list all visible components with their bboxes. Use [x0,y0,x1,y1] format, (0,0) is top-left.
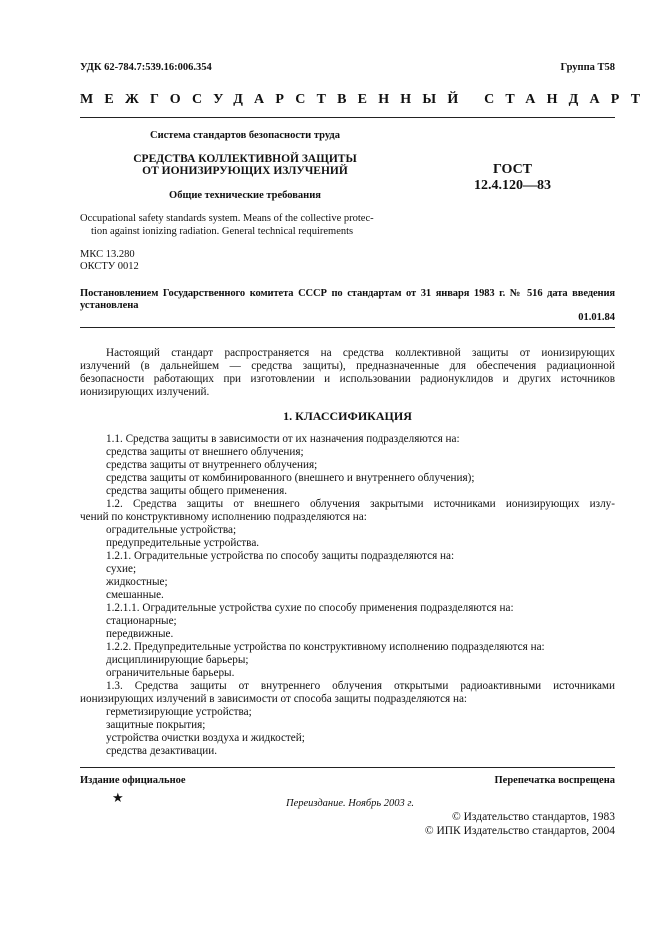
section-line: средства защиты от комбинированного (внешнего и внутреннего облучения); [106,472,475,484]
section-line: оградительные устройства; [106,524,237,536]
english-title [80,213,415,238]
section-line: 1.2. Средства защиты от внешнего облучения закрытыми источниками ионизирующих излу- [106,498,615,510]
main-title-line-1: СРЕДСТВА КОЛЛЕКТИВНОЙ ЗАЩИТЫ [133,153,357,165]
decree-line-1: Постановлением Государственного комитета СССР по стандартам от 31 января 1983 г. № 516 дата введения [80,288,615,299]
section-line: 1.3. Средства защиты от внутреннего облучения открытыми радиоактивными источниками [106,680,615,692]
section-line: средства дезактивации. [106,745,218,757]
mks-code: МКС 13.280 [80,249,135,260]
effective-date: 01.01.84 [578,312,615,323]
group-code: Группа Т58 [560,62,615,73]
section-line: ионизирующих излучений в зависимости от способа защиты подразделяются на: [80,693,468,705]
section-line: устройства очистки воздуха и жидкостей; [106,732,305,744]
section-line: стационарные; [106,615,177,627]
section-heading: 1. КЛАССИФИКАЦИЯ [283,409,412,423]
reprint-prohibited: Перепечатка воспрещена [494,775,615,786]
section-line: смешанные. [106,589,164,601]
section-line: жидкостные; [106,576,168,588]
copyright-1983: © Издательство стандартов, 1983 [451,811,615,823]
section-line: защитные покрытия; [106,719,206,731]
section-line: средства защиты от внутреннего облучения; [106,459,318,471]
section-line: средства защиты от внешнего облучения; [106,446,304,458]
section-line: передвижные. [106,628,174,640]
official-edition: Издание официальное [80,775,186,786]
republication-note: Переиздание. Ноябрь 2003 г. [286,798,415,809]
gost-number: 12.4.120—83 [474,178,551,193]
okstu-code: ОКСТУ 0012 [80,260,139,272]
section-line: чений по конструктивному исполнению подразделяются на: [80,511,367,523]
system-title: Система стандартов безопасности труда [150,130,340,141]
gost-designation [455,162,570,194]
copyright-2004: © ИПК Издательство стандартов, 2004 [424,825,615,837]
main-title-line-2: ОТ ИОНИЗИРУЮЩИХ ИЗЛУЧЕНИЙ [142,165,348,177]
english-title-line-1: Occupational safety standards system. Means of the collective protec- [80,213,374,224]
footer-rule [80,767,615,768]
section-line: средства защиты общего применения. [106,485,288,497]
section-line: дисциплинирующие барьеры; [106,654,249,666]
english-title-line-2: tion against ionizing radiation. General technical requirements [91,225,354,237]
interstate-standard-banner: МЕЖГОСУДАРСТВЕННЫЙ СТАНДАРТ [80,92,652,107]
udk-code: УДК 62-784.7:539.16:006.354 [80,62,212,73]
intro-line: излучений (в дальнейшем — средства защиты), предназначенные для обеспечения радиационной [80,360,615,372]
section-line: предупредительные устройства. [106,537,260,549]
section-line: сухие; [106,563,137,575]
intro-line: ионизирующих излучений. [80,386,210,398]
section-line: ограничительные барьеры. [106,667,235,679]
section-line: 1.1. Средства защиты в зависимости от их назначения подразделяются на: [106,433,460,445]
intro-line: Настоящий стандарт распространяется на средства коллективной защиты от ионизирующих [106,347,615,359]
gost-label: ГОСТ [492,162,533,177]
decree-line-2: установлена [80,300,139,311]
section-line: 1.2.1. Оградительные устройства по способу защиты подразделяются на: [106,550,455,562]
section-line: 1.2.2. Предупредительные устройства по конструктивному исполнению подразделяются на: [106,641,545,653]
section-line: 1.2.1.1. Оградительные устройства сухие по способу применения подразделяются на: [106,602,514,614]
main-title [80,153,410,177]
decree-rule [80,327,615,328]
star-icon: ★ [112,790,124,805]
classification-codes [80,249,139,272]
intro-line: безопасности работающих при изготовлении и использовании радионуклидов и других источников [80,373,615,385]
section-line: герметизирующие устройства; [106,706,252,718]
subtitle: Общие технические требования [169,190,321,201]
header-rule [80,117,615,118]
